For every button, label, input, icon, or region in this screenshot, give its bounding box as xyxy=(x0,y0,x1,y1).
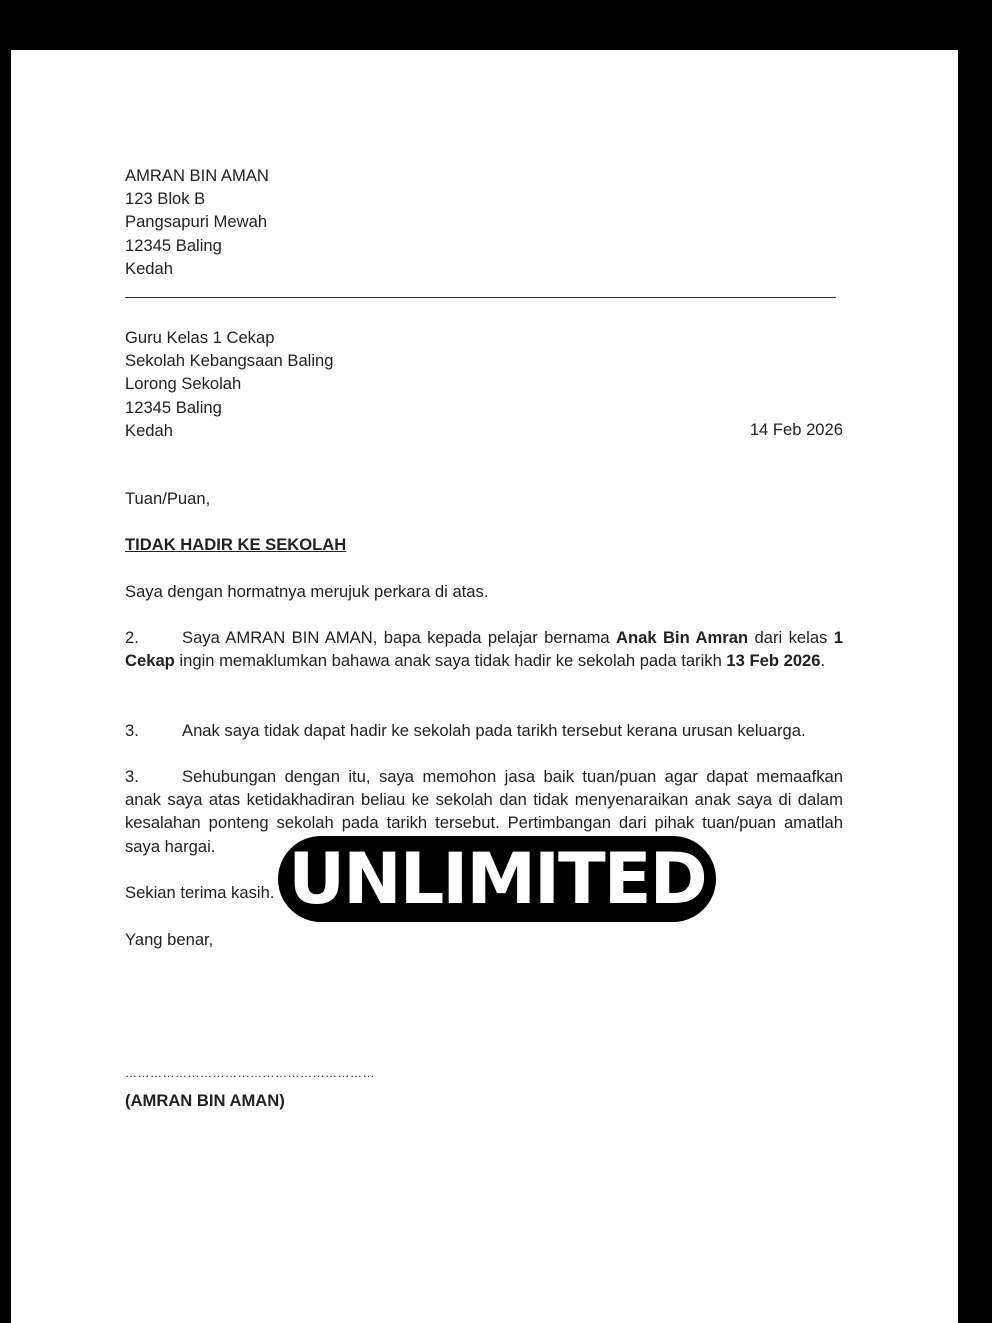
signature-name: (AMRAN BIN AMAN) xyxy=(125,1091,285,1110)
sender-address-line: 123 Blok B xyxy=(125,189,206,209)
watermark-text: UNLIMITED xyxy=(288,838,706,920)
letter-subject: TIDAK HADIR KE SEKOLAH xyxy=(125,535,347,554)
paragraph-2: 2. Saya AMRAN BIN AMAN, bapa kepada pelajar bernama Anak Bin Amran dari kelas 1 Cekap ingin memaklumkan bahawa anak saya tidak hadir ke sekolah pada tarikh 13 Feb 2026. xyxy=(125,628,843,671)
paragraph-number: 2. xyxy=(125,628,139,647)
recipient-state: Kedah xyxy=(125,420,173,440)
student-name: Anak Bin Amran xyxy=(616,628,749,647)
paragraph-number: 3. xyxy=(125,721,139,740)
signature-line: …………………………………………………… xyxy=(125,1066,375,1080)
letter-date: 14 Feb 2026 xyxy=(749,420,843,439)
recipient-line: Lorong Sekolah xyxy=(125,374,242,394)
absence-date: 13 Feb 2026 xyxy=(726,651,821,671)
paragraph-4: 3. Sehubungan dengan itu, saya memohon jasa baik tuan/puan agar dapat memaafkan anak saya atas ketidakhadiran beliau ke sekolah dan tidak menyenaraikan anak saya di dalam kesalahan ponteng sekolah pada tarikh tersebut. Pertimbangan dari pihak tuan/puan amatlah saya hargai. xyxy=(125,767,843,856)
sender-state: Kedah xyxy=(125,258,173,278)
sender-address-line: 12345 Baling xyxy=(125,235,222,255)
letter-page xyxy=(11,50,958,1323)
salutation: Tuan/Puan, xyxy=(125,489,211,508)
paragraph-number: 3. xyxy=(125,767,139,786)
recipient-line: 12345 Baling xyxy=(125,397,222,417)
recipient-line: Sekolah Kebangsaan Baling xyxy=(125,351,334,371)
header-divider xyxy=(125,297,836,298)
recipient-line: Guru Kelas 1 Cekap xyxy=(125,328,275,347)
watermark-badge xyxy=(275,833,719,925)
class-name: 1 Cekap xyxy=(125,628,843,671)
sender-address-line: Pangsapuri Mewah xyxy=(125,212,268,232)
paragraph-1: Saya dengan hormatnya merujuk perkara di atas. xyxy=(125,582,489,601)
sender-address xyxy=(125,164,845,280)
sender-name: AMRAN BIN AMAN xyxy=(125,166,269,185)
closing: Sekian terima kasih. xyxy=(125,883,275,902)
paragraph-3: 3. Anak saya tidak dapat hadir ke sekolah pada tarikh tersebut kerana urusan keluarga. xyxy=(125,719,843,742)
signoff: Yang benar, xyxy=(125,930,214,949)
recipient-address xyxy=(125,326,845,442)
